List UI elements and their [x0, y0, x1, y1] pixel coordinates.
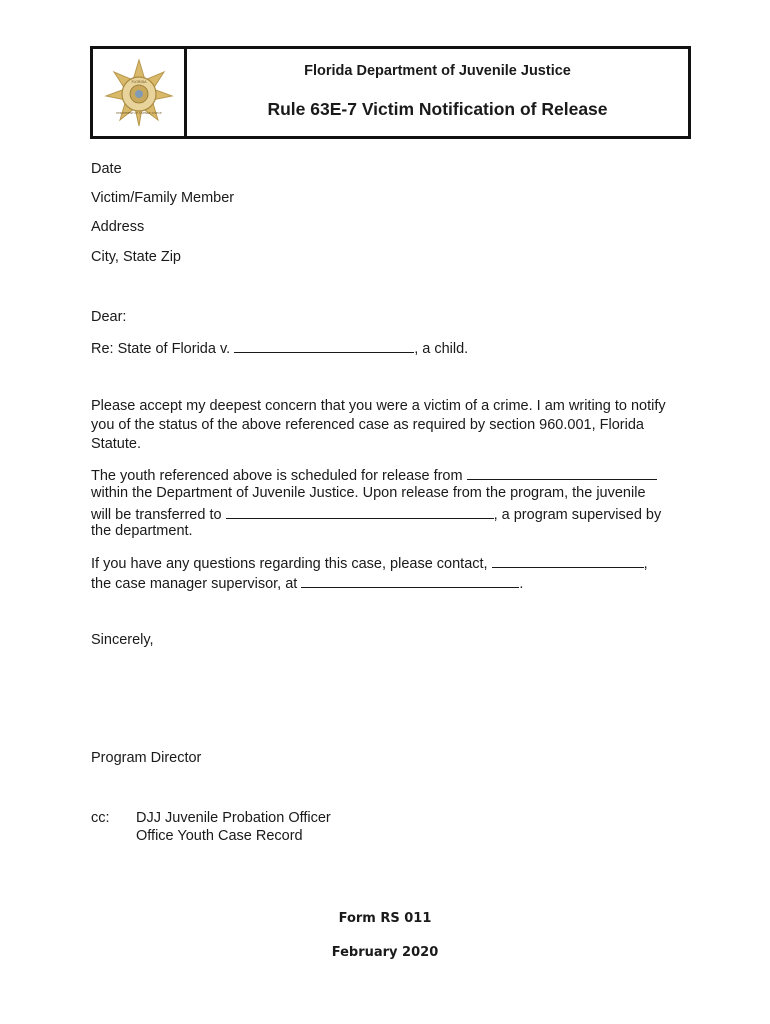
closing: Sincerely, — [91, 632, 154, 648]
cc-label: cc: — [91, 810, 110, 826]
p2-text-3: will be transferred to — [91, 507, 222, 523]
cc-item: DJJ Juvenile Probation Officer — [136, 810, 331, 826]
paragraph-2-line-2: within the Department of Juvenile Justice. Upon release from the program, the juvenile — [91, 485, 646, 501]
signature-title: Program Director — [91, 750, 202, 766]
seal-ring-text: DEPARTMENT OF JUVENILE JUSTICE — [115, 111, 162, 115]
title-cell — [187, 49, 688, 136]
paragraph-3-line-1 — [91, 553, 648, 572]
seal-cell — [93, 49, 187, 136]
seal-top-text: FLORIDA — [130, 79, 147, 84]
contact-phone-blank[interactable] — [301, 573, 519, 588]
p3-text-4: . — [519, 576, 524, 592]
re-suffix: , a child. — [414, 341, 469, 357]
paragraph-2-line-3 — [91, 504, 661, 523]
transferred-to-blank[interactable] — [226, 504, 494, 519]
paragraph-1: Please accept my deepest concern that you were a victim of a crime. I am writing to notify you of the status of the above referenced case as required by section 960.001, Florida Statute. — [91, 398, 666, 452]
form-title: Rule 63E-7 Victim Notification of Release — [267, 99, 608, 119]
paragraph-3-line-2 — [91, 573, 523, 592]
p2-text-1: The youth referenced above is scheduled for release from — [91, 468, 463, 484]
header-box — [90, 46, 691, 139]
release-from-blank[interactable] — [467, 465, 657, 480]
paragraph-2-line-4: the department. — [91, 523, 193, 539]
paragraph-2-line-1 — [91, 465, 657, 484]
form-number: Form RS 011 — [338, 911, 432, 926]
p3-text-3: the case manager supervisor, at — [91, 576, 298, 592]
p3-text-1: If you have any questions regarding this case, please contact, — [91, 556, 488, 572]
form-date: February 2020 — [331, 945, 439, 960]
p2-text-4: , a program supervised by — [493, 507, 662, 523]
p3-text-2: , — [643, 556, 648, 572]
child-name-blank[interactable] — [234, 338, 414, 353]
contact-name-blank[interactable] — [492, 553, 644, 568]
city-state-zip-line: City, State Zip — [91, 249, 181, 265]
department-seal-icon — [104, 58, 174, 128]
recipient-line: Victim/Family Member — [91, 190, 235, 206]
re-line — [91, 338, 468, 357]
salutation: Dear: — [91, 309, 127, 325]
re-prefix: Re: State of Florida v. — [91, 341, 231, 357]
date-line: Date — [91, 161, 122, 177]
cc-item: Office Youth Case Record — [136, 828, 303, 844]
cc-block — [91, 809, 331, 845]
agency-name: Florida Department of Juvenile Justice — [304, 63, 571, 79]
cc-list — [136, 809, 331, 845]
address-line: Address — [91, 219, 145, 235]
